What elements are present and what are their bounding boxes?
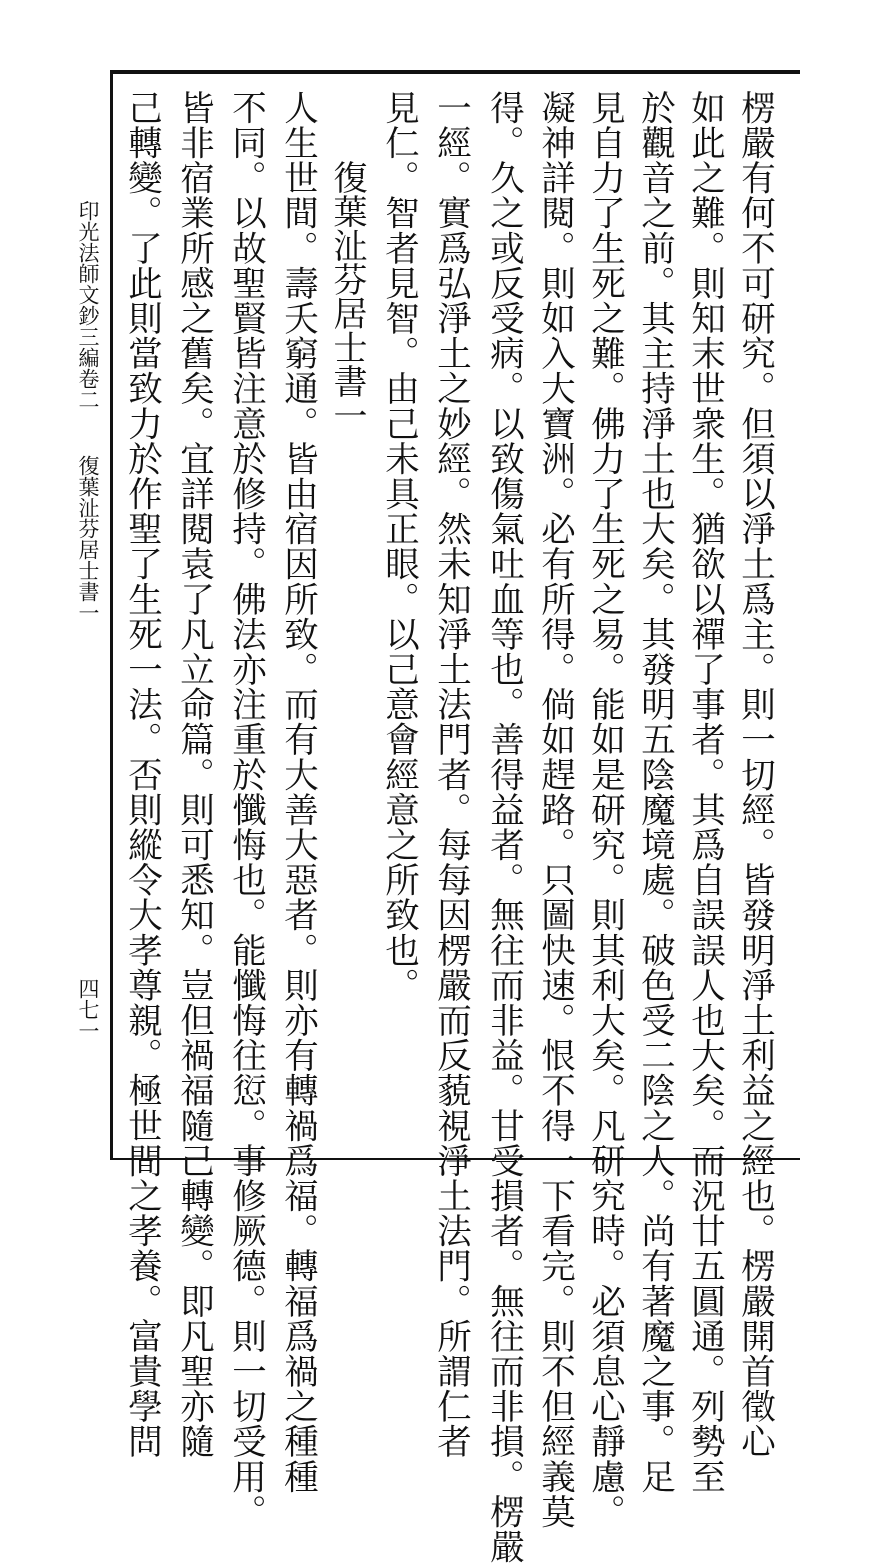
text-column-8: 見仁。智者見智。由己未具正眼。以己意會經意之所致也。 <box>378 90 419 1003</box>
top-border-rule <box>110 70 800 74</box>
letter-title: 復葉沚芬居士書一 <box>327 160 367 432</box>
text-column-2: 如此之難。則知末世衆生。猶欲以禪了事者。其爲自誤誤人也大矣。而況廿五圓通。列勢至 <box>684 90 725 1494</box>
text-column-12: 己轉變。了此則當致力於作聖了生死一法。否則縱令大孝尊親。極世間之孝養。富貴學問 <box>121 90 162 1459</box>
book-title-margin: 印光法師文鈔三編卷二 <box>76 200 100 410</box>
text-column-3: 於觀音之前。其主持淨土也大矣。其發明五陰魔境處。破色受二陰之人。尚有著魔之事。足 <box>634 90 675 1494</box>
section-title-margin: 復葉沚芬居士書一 <box>76 455 100 623</box>
text-column-6: 得。久之或反受病。以致傷氣吐血等也。善得益者。無往而非益。甘受損者。無往而非損。楞嚴 <box>483 90 524 1564</box>
left-border-rule <box>110 70 113 1160</box>
page-number: 四七一 <box>76 978 100 1041</box>
text-column-4: 見自力了生死之難。佛力了生死之易。能如是研究。則其利大矣。凡研究時。必須息心靜慮。 <box>584 90 625 1530</box>
text-column-9: 人生世間。壽夭窮通。皆由宿因所致。而有大善大惡者。則亦有轉禍爲福。轉福爲禍之種種 <box>277 90 318 1494</box>
text-column-5: 凝神詳閱。則如入大寶洲。必有所得。倘如趕路。只圖快速。恨不得一下看完。則不但經義莫 <box>534 90 575 1530</box>
text-column-7: 一經。實爲弘淨土之妙經。然未知淨土法門者。每每因楞嚴而反藐視淨土法門。所謂仁者 <box>430 90 471 1459</box>
text-column-1: 楞嚴有何不可研究。但須以淨土爲主。則一切經。皆發明淨土利益之經也。楞嚴開首徵心 <box>734 90 775 1459</box>
text-column-10: 不同。以故聖賢皆注意於修持。佛法亦注重於懺悔也。能懺悔往愆。事修厥德。則一切受用。 <box>225 90 266 1530</box>
text-column-11: 皆非宿業所感之舊矣。宜詳閱袁了凡立命篇。則可悉知。豈但禍福隨己轉變。即凡聖亦隨 <box>173 90 214 1459</box>
